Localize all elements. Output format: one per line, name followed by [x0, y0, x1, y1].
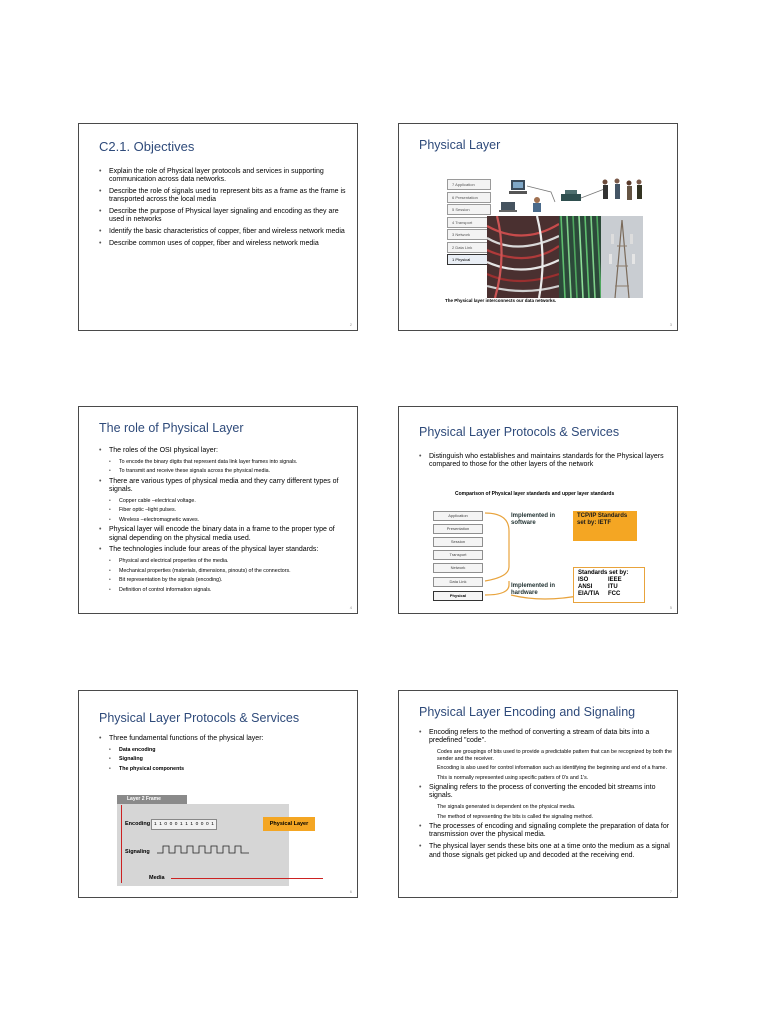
osi-layer: Application — [433, 511, 483, 521]
functions-list — [99, 735, 349, 775]
list-item: • Distinguish who establishes and maintains standards for the Physical layers compared to those for the other layers of the network — [419, 453, 669, 470]
list-subitem: • To encode the binary digits that represent data link layer frames into signals. — [99, 459, 351, 466]
encoding-list — [419, 729, 673, 863]
osi-layer: 3 Network — [447, 229, 491, 240]
slide-title: C2.1. Objectives — [99, 139, 195, 154]
list-item: • The roles of the OSI physical layer: — [99, 447, 351, 455]
list-item: • There are various types of physical media and they carry different types of signals. — [99, 478, 351, 495]
slide-protocols-services-2 — [78, 690, 358, 898]
osi-layer: 7 Application — [447, 179, 491, 190]
wireless-tower-photo — [601, 216, 643, 298]
osi-stack — [433, 511, 483, 601]
list-item: • The technologies include four areas of the physical layer standards: — [99, 546, 351, 554]
fiber-cables-photo — [559, 216, 601, 298]
slide-protocols-services-1 — [398, 406, 678, 614]
list-note: Encoding is also used for control information such as identifying the beginning and end of a frame. — [437, 765, 667, 772]
implemented-in-software-label: Implemented in software — [511, 513, 556, 526]
slide-physical-layer — [398, 123, 678, 331]
osi-layer: 5 Session — [447, 204, 491, 215]
osi-layer: Data Link — [433, 577, 483, 587]
list-item: • Describe common uses of copper, fiber and wireless network media — [99, 240, 347, 248]
list-subitem: • Mechanical properties (materials, dimensions, pinouts) of the connectors. — [99, 568, 351, 575]
slide-title: The role of Physical Layer — [99, 421, 244, 435]
page-number: 7 — [669, 889, 672, 894]
list-subitem: • Bit representation by the signals (encoding). — [99, 577, 351, 584]
list-subitem: • Copper cable –electrical voltage. — [99, 498, 351, 505]
osi-layer: 2 Data Link — [447, 242, 491, 253]
list-subitem: • Wireless –electromagnetic waves. — [99, 517, 351, 524]
list-subitem: • Physical and electrical properties of the media. — [99, 558, 351, 565]
page-number: 4 — [349, 605, 352, 610]
signaling-label: Signaling — [125, 849, 150, 855]
osi-layer: Presentation — [433, 524, 483, 534]
standards-list — [419, 453, 669, 473]
list-subitem: • The physical components — [99, 766, 349, 773]
list-item: • Describe the purpose of Physical layer signaling and encoding as they are used in networks — [99, 208, 347, 225]
media-label: Media — [149, 875, 165, 881]
figure-caption: The Physical layer interconnects our data networks. — [445, 298, 557, 303]
list-note: This is normally represented using specific patters of 0's and 1's. — [437, 774, 589, 781]
standards-org: ISO — [578, 577, 589, 583]
role-list — [99, 447, 351, 596]
list-item: • Three fundamental functions of the physical layer: — [99, 735, 349, 743]
list-subitem: • Fiber optic –light pulses. — [99, 507, 351, 514]
list-subitem: • Signaling — [99, 756, 349, 763]
standards-orgs — [578, 577, 642, 598]
page-number: 6 — [349, 889, 352, 894]
list-item: • Signaling refers to the process of converting the encoded bit streams into signals. — [419, 784, 673, 801]
list-item: • Explain the role of Physical layer protocols and services in supporting communication across data networks. — [99, 168, 347, 185]
slide-title: Physical Layer Encoding and Signaling — [419, 705, 636, 719]
standards-org: IEEE — [608, 577, 622, 583]
list-item: • The physical layer sends these bits one at a time onto the medium as a signal and those signals get picked up and decoded at the receiving end. — [419, 843, 673, 860]
list-subitem: • To transmit and receive these signals across the physical media. — [99, 468, 351, 475]
osi-layer-physical: Physical — [433, 591, 483, 601]
encoded-bits: 1 1 0 0 0 1 1 1 0 0 0 1 — [151, 819, 217, 830]
encoding-diagram — [117, 795, 329, 887]
osi-layer: Session — [433, 537, 483, 547]
comparison-title: Comparison of Physical layer standards and upper layer standards — [455, 491, 615, 497]
media-line — [171, 878, 323, 879]
osi-layer: 4 Transport — [447, 217, 491, 228]
network-devices-illustration — [495, 174, 645, 216]
tcpip-standards-box: TCP/IP Standards set by: IETF — [573, 511, 637, 541]
page-number: 2 — [349, 322, 352, 327]
osi-layer: Transport — [433, 550, 483, 560]
osi-stack — [447, 179, 491, 267]
physical-standards-box — [573, 567, 645, 603]
copper-cables-photo — [487, 216, 559, 298]
slide-role-of-physical-layer — [78, 406, 358, 614]
list-item: • Encoding refers to the method of converting a stream of data bits into a predefined "code". — [419, 729, 673, 746]
list-item: • Describe the role of signals used to represent bits as a frame as the frame is transported across the local media — [99, 188, 347, 205]
osi-layer-physical: 1 Physical — [447, 254, 491, 265]
slide-title: Physical Layer — [419, 138, 501, 152]
standards-org: FCC — [608, 591, 621, 597]
slide-title: Physical Layer Protocols & Services — [99, 711, 300, 725]
standards-org: ITU — [608, 584, 618, 590]
frame-arrow — [121, 805, 122, 883]
standards-org: EIA/TIA — [578, 591, 600, 597]
page-number: 3 — [669, 322, 672, 327]
frame-label: Layer 2 Frame — [117, 795, 187, 804]
slide-encoding-signaling — [398, 690, 678, 898]
list-note: The signals generated is dependent on the physical media. — [437, 804, 576, 811]
list-subitem: • Definition of control information signals. — [99, 587, 351, 594]
slide-objectives — [78, 123, 358, 331]
physical-layer-box: Physical Layer — [263, 817, 315, 831]
list-item: • Physical layer will encode the binary data in a frame to the proper type of signal depending on the physical media used. — [99, 526, 351, 543]
slide-title: Physical Layer Protocols & Services — [419, 425, 620, 439]
standards-org: ANSI — [578, 584, 593, 590]
list-item: • Identify the basic characteristics of copper, fiber and wireless network media — [99, 228, 347, 236]
list-item: • The processes of encoding and signaling complete the preparation of data for transmission over the physical media. — [419, 823, 673, 840]
page-number: 5 — [669, 605, 672, 610]
objectives-list — [99, 168, 347, 252]
standards-title: Standards set by: — [578, 570, 629, 576]
signal-waveform — [157, 843, 249, 857]
osi-layer: 6 Presentation — [447, 192, 491, 203]
list-note: Codes are groupings of bits used to provide a predictable pattern that can be recognized by both the sender and the receiver. — [437, 749, 672, 762]
encoding-label: Encoding — [125, 821, 151, 827]
osi-layer: Network — [433, 563, 483, 573]
list-subitem: • Data encoding — [99, 747, 349, 754]
implemented-in-hardware-label: Implemented in hardware — [511, 583, 556, 596]
list-note: The method of representing the bits is called the signaling method. — [437, 813, 594, 820]
